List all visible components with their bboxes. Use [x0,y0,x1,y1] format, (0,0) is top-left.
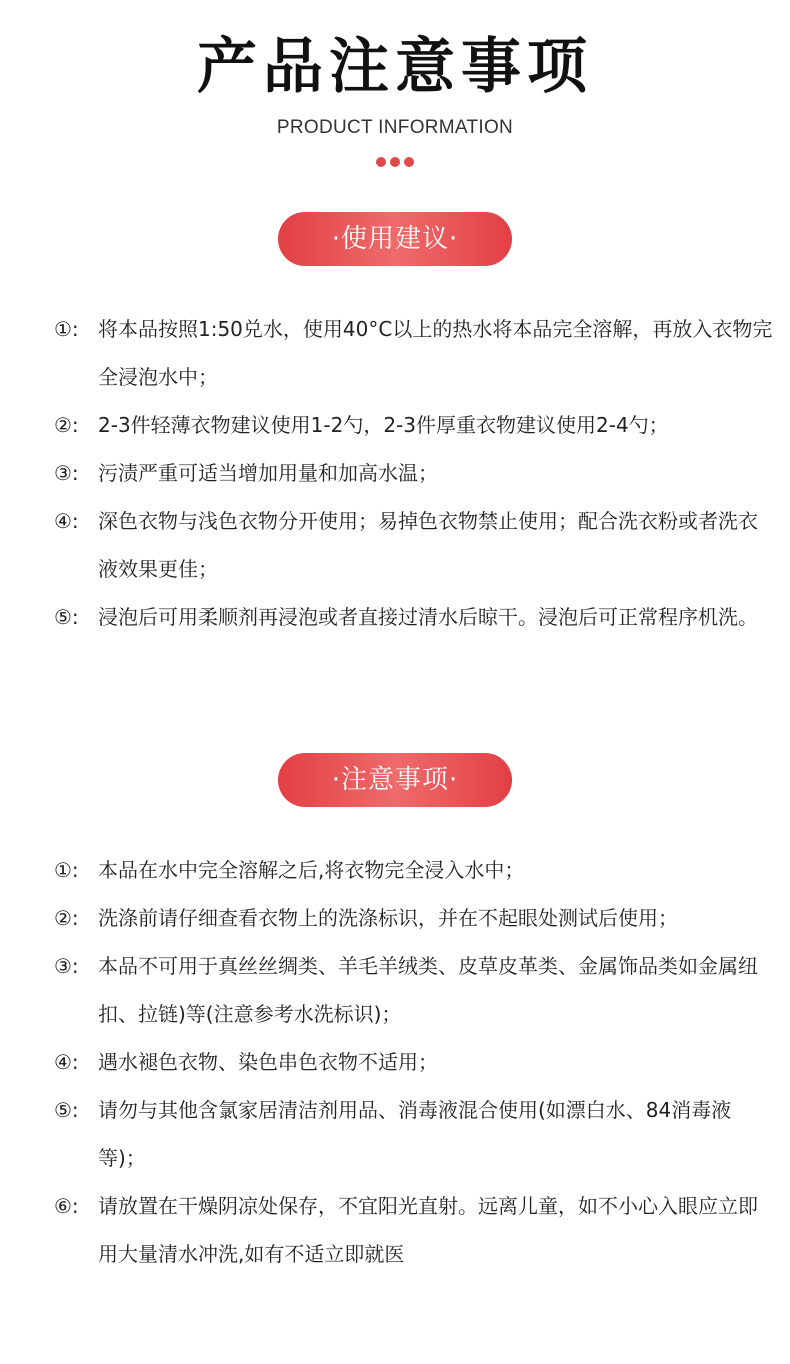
item-number: ④: [54,509,79,533]
list-item [54,846,774,894]
list-item [54,894,774,942]
item-number: ①: [54,858,79,882]
list-item [54,305,774,401]
item-text: 请放置在干燥阴凉处保存，不宜阳光直射。远离儿童，如不小心入眼应立即用大量清水冲洗,如有不适立即就医 [98,1194,758,1266]
list-item [54,401,774,449]
item-text: 洗涤前请仔细查看衣物上的洗涤标识，并在不起眼处测试后使用； [98,906,678,930]
usage-list [54,305,774,641]
item-number: ③: [54,461,79,485]
item-text: 污渍严重可适当增加用量和加高水温； [98,461,438,485]
item-text: 2-3件轻薄衣物建议使用1-2勺，2-3件厚重衣物建议使用2-4勺； [98,413,669,437]
section-badge-precautions: ·注意事项· [278,753,512,807]
item-number: ⑤: [54,605,79,629]
precautions-list [54,846,774,1278]
item-number: ③: [54,954,79,978]
item-text: 本品在水中完全溶解之后,将衣物完全浸入水中； [98,858,525,882]
item-text: 请勿与其他含氯家居清洁剂用品、消毒液混合使用(如漂白水、84消毒液等)； [98,1098,732,1170]
item-number: ⑤: [54,1098,79,1122]
item-number: ④: [54,1050,79,1074]
item-text: 浸泡后可用柔顺剂再浸泡或者直接过清水后晾干。浸泡后可正常程序机洗。 [98,605,758,629]
item-text: 将本品按照1:50兑水，使用40°C以上的热水将本品完全溶解，再放入衣物完全浸泡水中； [98,317,773,389]
section-badge-usage: ·使用建议· [278,212,512,266]
item-number: ①: [54,317,79,341]
dot-icon [390,157,400,167]
item-text: 遇水褪色衣物、染色串色衣物不适用； [98,1050,438,1074]
page-title: 产品注意事项 [197,32,593,102]
dot-icon [404,157,414,167]
list-item [54,1182,774,1278]
list-item [54,1038,774,1086]
decorative-dots [0,152,790,166]
list-item [54,942,774,1038]
item-number: ②: [54,413,79,437]
page-subtitle: PRODUCT INFORMATION [276,117,514,138]
item-number: ②: [54,906,79,930]
item-number: ⑥: [54,1194,79,1218]
list-item [54,497,774,593]
list-item [54,593,774,641]
list-item [54,1086,774,1182]
list-item [54,449,774,497]
item-text: 深色衣物与浅色衣物分开使用；易掉色衣物禁止使用；配合洗衣粉或者洗衣液效果更佳； [98,509,758,581]
item-text: 本品不可用于真丝丝绸类、羊毛羊绒类、皮草皮革类、金属饰品类如金属纽扣、拉链)等(注意参考水洗标识)； [98,954,758,1026]
dot-icon [376,157,386,167]
